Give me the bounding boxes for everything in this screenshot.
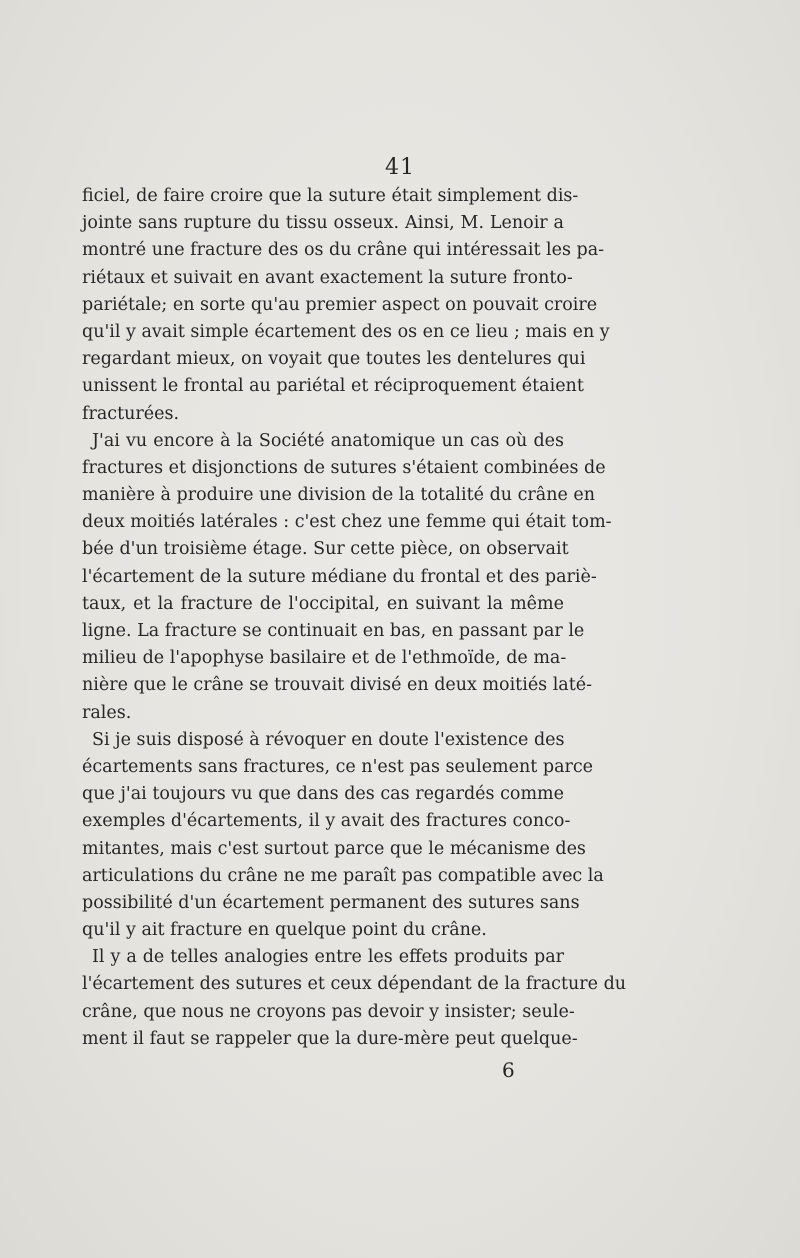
- text-line: nière que le crâne se trouvait divisé en deux moitiés laté-: [82, 675, 593, 696]
- text-line: pariétale; en sorte qu'au premier aspect on pouvait croire: [82, 294, 598, 315]
- text-line: qu'il y ait fracture en quelque point du crâne.: [82, 920, 487, 941]
- text-line: l'écartement de la suture médiane du frontal et des pariè-: [82, 566, 597, 587]
- text-line: Il y a de telles analogies entre les effets produits par: [92, 947, 564, 968]
- text-line: qu'il y avait simple écartement des os en ce lieu ; mais en y: [82, 321, 610, 342]
- text-line: Si je suis disposé à révoquer en doute l'existence des: [92, 729, 565, 750]
- text-line: manière à produire une division de la totalité du crâne en: [82, 485, 596, 506]
- text-line: possibilité d'un écartement permanent des sutures sans: [82, 892, 580, 913]
- text-line: taux, et la fracture de l'occipital, en suivant la même: [82, 593, 564, 614]
- text-line: unissent le frontal au pariétal et réciproquement étaient: [82, 376, 584, 397]
- text-line: bée d'un troisième étage. Sur cette pièce, on observait: [82, 539, 569, 560]
- page-number: 41: [385, 155, 415, 180]
- text-line: deux moitiés latérales : c'est chez une femme qui était tom-: [82, 512, 612, 533]
- text-line: rales.: [82, 702, 132, 723]
- text-line: regardant mieux, on voyait que toutes les dentelures qui: [82, 349, 586, 370]
- text-line: que j'ai toujours vu que dans des cas regardés comme: [82, 784, 564, 805]
- text-line: crâne, que nous ne croyons pas devoir y insister; seule-: [82, 1001, 575, 1022]
- text-line: mitantes, mais c'est surtout parce que le mécanisme des: [82, 838, 586, 859]
- text-line: l'écartement des sutures et ceux dépendant de la fracture du: [82, 974, 627, 995]
- text-line: J'ai vu encore à la Société anatomique un cas où des: [92, 430, 564, 451]
- text-line: exemples d'écartements, il y avait des fractures conco-: [82, 811, 571, 832]
- text-line: montré une fracture des os du crâne qui intéressait les pa-: [82, 240, 605, 261]
- text-line: écartements sans fractures, ce n'est pas seulement parce: [82, 756, 594, 777]
- text-line: milieu de l'apophyse basilaire et de l'ethmoïde, de ma-: [82, 648, 567, 669]
- text-line: jointe sans rupture du tissu osseux. Ainsi, M. Lenoir a: [82, 213, 564, 234]
- text-line: ligne. La fracture se continuait en bas, en passant par le: [82, 621, 585, 641]
- signature-mark: 6: [502, 1058, 515, 1082]
- text-line: ficiel, de faire croire que la suture était simplement dis-: [82, 186, 579, 206]
- text-line: fractures et disjonctions de sutures s'étaient combinées de: [82, 457, 606, 478]
- text-line: articulations du crâne ne me paraît pas compatible avec la: [82, 865, 604, 886]
- text-line: ment il faut se rappeler que la dure-mère peut quelque-: [82, 1028, 578, 1049]
- text-line: fracturées.: [82, 403, 180, 424]
- body-text: [82, 183, 627, 1053]
- text-line: riétaux et suivait en avant exactement la suture fronto-: [82, 267, 573, 288]
